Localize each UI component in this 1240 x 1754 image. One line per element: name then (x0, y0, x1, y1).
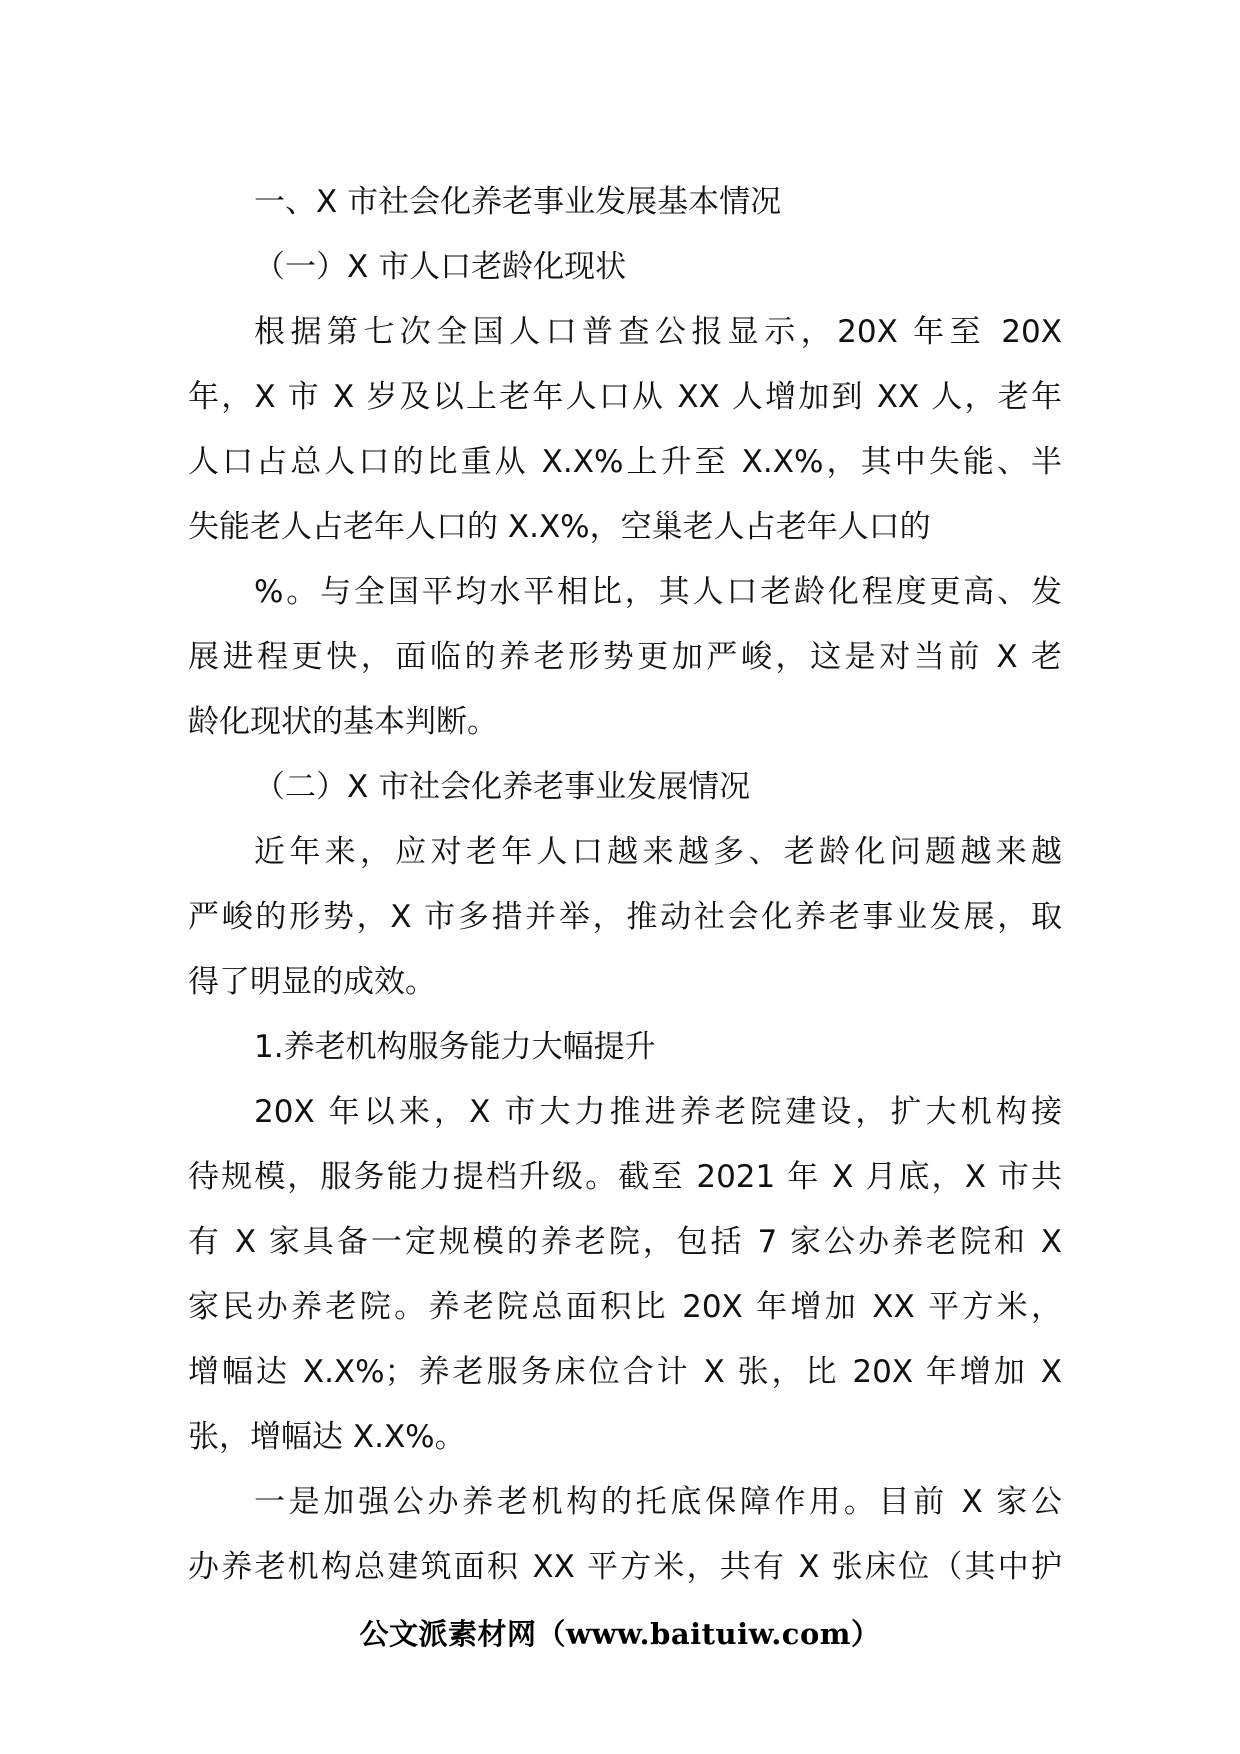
text-line: 人口占总人口的比重从 X.X%上升至 X.X%，其中失能、半 (188, 444, 1062, 480)
text-line: 一、X 市社会化养老事业发展基本情况 (254, 184, 782, 220)
text-line: 龄化现状的基本判断。 (188, 704, 498, 740)
text-line: 有 X 家具备一定规模的养老院，包括 7 家公办养老院和 X (188, 1224, 1062, 1260)
footer-watermark: 公文派素材网（www.baituiw.com） (359, 1617, 881, 1651)
text-line: 展进程更快，面临的养老形势更加严峻，这是对当前 X 老 (188, 639, 1062, 675)
text-line: 20X 年以来，X 市大力推进养老院建设，扩大机构接 (254, 1094, 1062, 1130)
text-line: 办养老机构总建筑面积 XX 平方米，共有 X 张床位（其中护 (188, 1549, 1062, 1585)
document-body (188, 170, 1062, 1600)
text-line: 年，X 市 X 岁及以上老年人口从 XX 人增加到 XX 人，老年 (188, 379, 1062, 415)
text-line: 近年来，应对老年人口越来越多、老龄化问题越来越 (254, 834, 1062, 870)
text-line: 一是加强公办养老机构的托底保障作用。目前 X 家公 (254, 1484, 1062, 1520)
text-line: 严峻的形势，X 市多措并举，推动社会化养老事业发展，取 (188, 899, 1062, 935)
text-line: 根据第七次全国人口普查公报显示，20X 年至 20X (254, 314, 1062, 350)
text-line: 得了明显的成效。 (188, 964, 436, 1000)
text-line: %。与全国平均水平相比，其人口老龄化程度更高、发 (254, 574, 1062, 610)
text-line: （二）X 市社会化养老事业发展情况 (254, 769, 751, 805)
text-line: 家民办养老院。养老院总面积比 20X 年增加 XX 平方米， (188, 1289, 1062, 1325)
text-line: 待规模，服务能力提档升级。截至 2021 年 X 月底，X 市共 (188, 1159, 1062, 1195)
text-line: 1.养老机构服务能力大幅提升 (254, 1029, 656, 1065)
text-line: 增幅达 X.X%；养老服务床位合计 X 张，比 20X 年增加 X (188, 1354, 1062, 1390)
text-line: 失能老人占老年人口的 X.X%，空巢老人占老年人口的 (188, 509, 931, 545)
text-line: 张，增幅达 X.X%。 (188, 1419, 466, 1455)
text-line: （一）X 市人口老龄化现状 (254, 249, 627, 285)
